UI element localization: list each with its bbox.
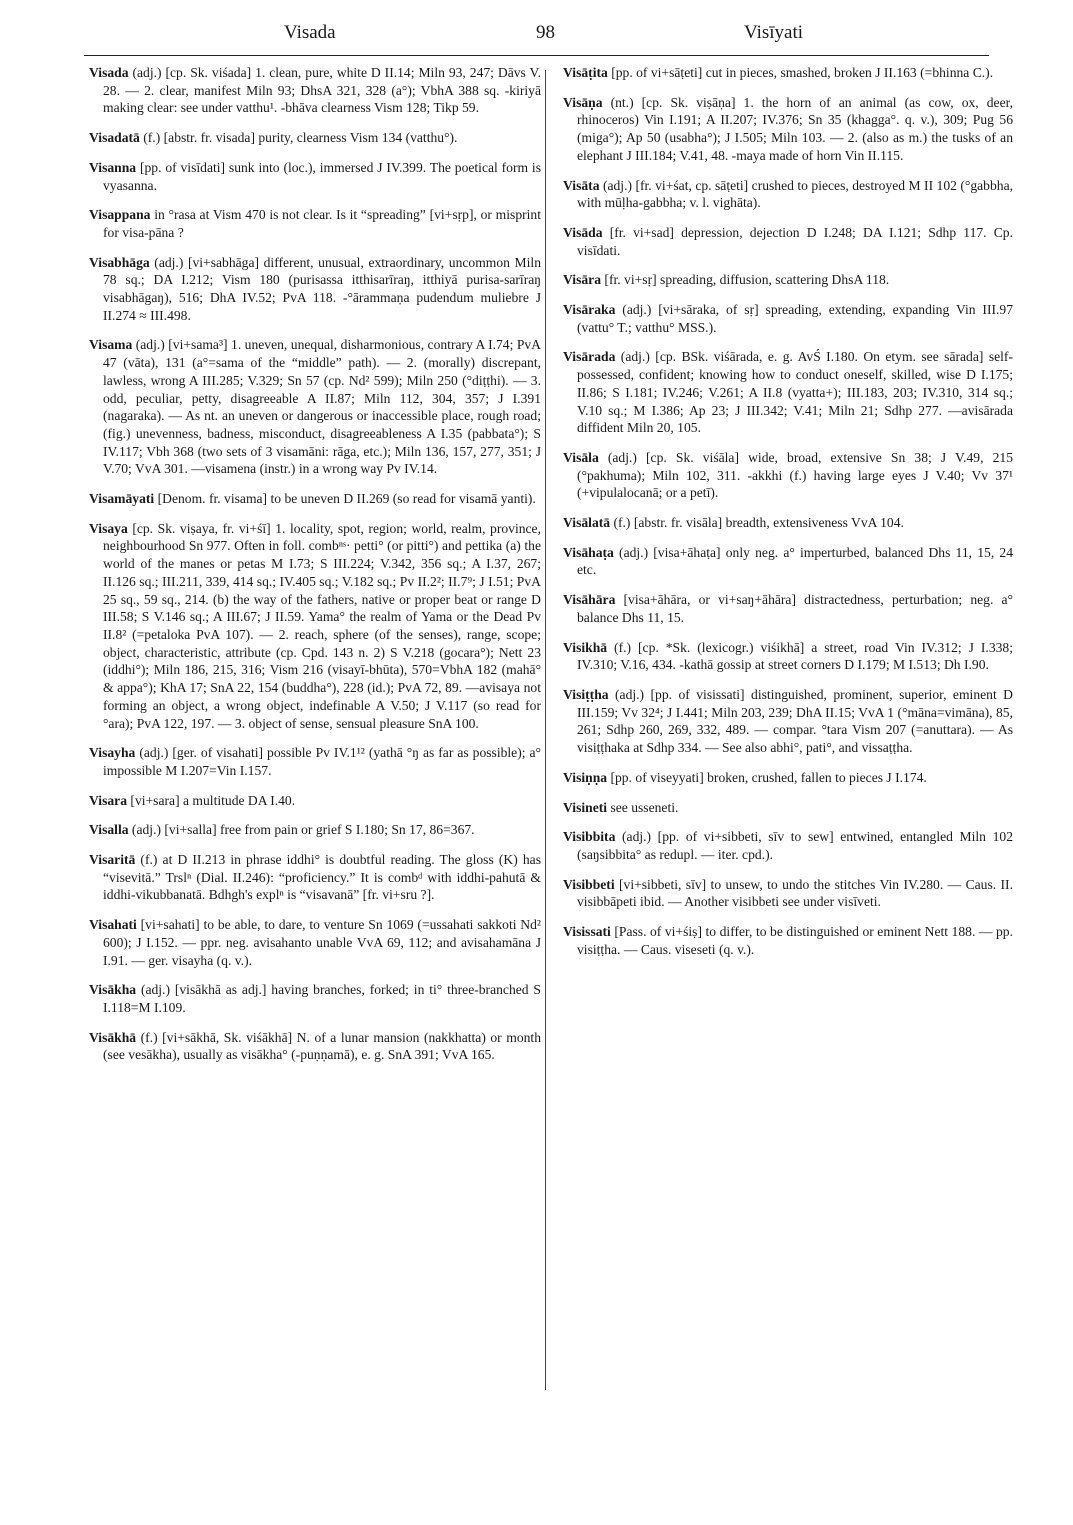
dictionary-entry: [89, 851, 541, 904]
entry-text: (f.) [abstr. fr. visāla] breadth, extensiveness VvA 104.: [610, 515, 904, 531]
headword: Visamāyati: [89, 491, 155, 507]
headword: Visāṭita: [563, 65, 608, 80]
headword: Visibbeti: [563, 876, 615, 892]
headword: Visara: [89, 792, 128, 808]
left-guide-word: Visada: [284, 22, 336, 43]
entry-text: (f.) [abstr. fr. visada] purity, clearness Vism 134 (vatthu°).: [139, 130, 458, 146]
entry-text: [visa+āhāra, or vi+saŋ+āhāra] distractedness, perturbation; neg. a° balance Dhs 11, 15.: [577, 592, 1013, 625]
headword: Visama: [89, 337, 133, 353]
headword: Visibbita: [563, 829, 616, 845]
dictionary-entry: [563, 591, 1013, 626]
entry-text: [fr. vi+sad] depression, dejection D I.248; DA I.121; Sdhp 117. Cp. visīdati.: [577, 224, 1013, 258]
dictionary-entry: [563, 686, 1013, 757]
headword: Visappana: [89, 207, 151, 223]
dictionary-entry: [89, 916, 541, 969]
dictionary-entry: [563, 224, 1013, 259]
entry-text: (adj.) [vi+salla] free from pain or grief S I.180; Sn 17, 86=367.: [128, 822, 475, 838]
column-divider: [545, 70, 546, 1390]
dictionary-entry: [89, 1029, 541, 1064]
dictionary-entry: [563, 923, 1013, 958]
headword: Visissati: [563, 924, 611, 940]
dictionary-entry: [563, 177, 1013, 212]
headword: Visiṭṭha: [563, 686, 609, 702]
headword: Visākha: [89, 982, 137, 998]
headword: Visāla: [563, 449, 599, 465]
headword: Visayha: [89, 745, 136, 761]
entry-text: (adj.) [pp. of vi+sibbeti, sīv to sew] entwined, entangled Miln 102 (saŋsibbita° as redupl. — iter. cpd.).: [577, 829, 1013, 862]
entry-text: [pp. of vi+sāṭeti] cut in pieces, smashed, broken J II.163 (=bhinna C.).: [607, 65, 994, 80]
headword: Visāta: [563, 177, 600, 193]
dictionary-entry: [563, 348, 1013, 437]
right-column: [563, 64, 1013, 970]
headword: Visanna: [89, 159, 137, 175]
dictionary-entry: [89, 981, 541, 1016]
dictionary-entry: [563, 271, 1013, 289]
entry-text: in °rasa at Vism 470 is not clear. Is it “spreading” [vi+sṛp], or misprint for visa-pāna ?: [103, 207, 541, 240]
entry-text: [fr. vi+sṛ] spreading, diffusion, scattering DhsA 118.: [601, 272, 890, 288]
entry-text: (adj.) [ger. of visahati] possible Pv IV.1¹² (yathā °ŋ as far as possible); a° impossible M I.207=Vin I.157.: [103, 745, 541, 778]
entry-text: (adj.) [visākhā as adj.] having branches, forked; in ti° three-branched S I.118=M I.109.: [103, 982, 541, 1015]
dictionary-entry: [563, 94, 1013, 165]
left-column: [89, 64, 541, 1076]
headword: Visāra: [563, 272, 602, 288]
entry-text: [vi+sahati] to be able, to dare, to venture Sn 1069 (=ussahati sakkoti Nd² 600); J I.152. — ppr. neg. avisahanto unable VvA 69, 112; and avisahamāna J I.91. — ger. visayha (q. v.).: [103, 917, 541, 968]
headword: Visaritā: [89, 852, 136, 868]
entry-text: [cp. Sk. viṣaya, fr. vi+śī] 1. locality, spot, region; world, realm, province, neighbourhood Sn 977. Often in foll. combⁿˢ· petti° (or pitti°) and pettika (a) the world of the manes or petas M I.73; S III.224; V.342, 356 sq.; A I.37, 267; II.126 sq.; III.211, 339, 414 sq.; IV.405 sq.; V.182 sq.; Pv II.2²; II.7⁹; J I.51; PvA 25 sq., 59 sq., 214. (b) the way of the fathers, native or proper beat or range D III.58; S V.146 sq.; A III.67; J II.59. Yama° the realm of Yama or the Dead Pv II.8² (=petaloka PvA 107). — 2. reach, sphere (of the senses), range, scope; object, characteristic, attribute (cp. Cpd. 143 n. 2) S V.218 (gocara°); Nett 23 (iddhi°); Miln 186, 215, 316; Vism 216 (visayī-bhūta), 570=VbhA 182 (mahā° & appa°); KhA 17; SnA 22, 154 (buddha°), 228 (id.); PvA 72, 89. —avisaya not forming an object, a wrong object, indefinable A V.50; J V.117 (so read for °ara); PvA 122, 197. — 3. object of sense, sensual pleasure SnA 100.: [103, 520, 541, 731]
headword: Visiṇṇa: [563, 769, 608, 785]
dictionary-entry: [89, 129, 541, 147]
dictionary-entry: [563, 544, 1013, 579]
headword: Visāhāra: [563, 592, 616, 608]
entry-text: (adj.) [cp. Sk. viśada] 1. clean, pure, white D II.14; Miln 93, 247; Dāvs V. 28. — 2. clear, manifest Miln 93; DhsA 321, 328 (a°); VbhA 388 sq. -kiriyā making clear: see under vatthu¹. -bhāva clearness Vism 128; Tikp 59.: [103, 65, 541, 116]
headword: Visāhaṭa: [563, 544, 614, 560]
dictionary-entry: [563, 64, 1013, 82]
dictionary-entry: [563, 301, 1013, 336]
dictionary-entry: [89, 490, 541, 508]
headword: Visaya: [89, 520, 128, 536]
dictionary-entry: [563, 876, 1013, 911]
entry-text: (adj.) [vi+sama³] 1. uneven, unequal, disharmonious, contrary A I.74; PvA 47 (vāta), 131 (a°=sama of the “middle” path). — 2. (morally) discrepant, lawless, wrong A III.285; V.329; Sn 57 (cp. Nd² 599); Miln 250 (°diṭṭhi). — 3. odd, peculiar, petty, disagreeable A II.87; Miln 112, 304, 357; J I.391 (nagaraka). — As nt. an uneven or dangerous or inaccessible place, rough road; (fig.) unevenness, badness, misconduct, disagreeableness A I.35 (pabbata°); S IV.117; Vbh 368 (two sets of 3 visamāni: rāga, etc.); Miln 136, 157, 277, 351; J V.70; VvA 301. —visamena (instr.) in a wrong way Pv IV.14.: [103, 337, 541, 477]
header-rule: [84, 55, 989, 56]
entry-text: [pp. of viseyyati] broken, crushed, fallen to pieces J I.174.: [607, 769, 927, 785]
dictionary-entry: [89, 792, 541, 810]
entry-text: (f.) [cp. *Sk. (lexicogr.) viśikhā] a street, road Vin IV.312; J I.338; IV.310; V.16, 434. -kathā gossip at street corners D I.179; M I.513; Dh I.90.: [577, 639, 1013, 673]
headword: Visada: [89, 65, 129, 80]
headword: Visārada: [563, 349, 616, 365]
entry-text: (adj.) [cp. BSk. viśārada, e. g. AvŚ I.180. On etym. see sārada] self-possessed, confident; knowing how to conduct oneself, skilled, wise D I.175; II.86; S I.181; IV.246; V.261; A II.8 (vyatta+); III.183, 203; IV.310, 314 sq.; V.10 sq.; M I.386; Ap 23; J III.342; V.41; Miln 21; Sdhp 277. —avisārada diffident Miln 20, 105.: [577, 349, 1013, 436]
entry-text: [pp. of visīdati] sunk into (loc.), immersed J IV.399. The poetical form is vyasanna.: [103, 159, 541, 193]
entry-text: (f.) [vi+sākhā, Sk. viśākhā] N. of a lunar mansion (nakkhatta) or month (see vesākha), usually as visākha° (-puṇṇamā), e. g. SnA 391; VvA 165.: [103, 1029, 541, 1063]
dictionary-entry: [563, 514, 1013, 532]
entry-text: [vi+sibbeti, sīv] to unsew, to undo the stitches Vin IV.280. — Caus. II. visibbāpeti ibid. — Another visibbeti see under visīveti.: [577, 876, 1013, 910]
entry-text: (adj.) [pp. of visissati] distinguished, prominent, superior, eminent D III.159; Vv 32⁴; J I.441; Miln 203, 239; DhA II.15; VvA 1 (°māna=vimāna), 85, 261; Sdhp 260, 269, 332, 489. — compar. °tara Vism 207 (=anuttara). — As visiṭṭhaka at Sdhp 334. — See also abhi°, pati°, and vissaṭṭha.: [577, 686, 1013, 756]
headword: Visadatā: [89, 130, 140, 146]
dictionary-entry: [89, 206, 541, 241]
dictionary-entry: [89, 64, 541, 117]
dictionary-entry: [563, 639, 1013, 674]
dictionary-entry: [563, 799, 1013, 817]
entry-text: [Pass. of vi+śiṣ] to differ, to be distinguished or eminent Nett 188. — pp. visiṭṭha. — Caus. viseseti (q. v.).: [577, 924, 1013, 957]
headword: Visahati: [89, 917, 137, 933]
entry-text: (f.) at D II.213 in phrase iddhi° is doubtful reading. The gloss (K) has “visevitā.” Trslⁿ (Dial. II.246): “proficiency.” It is combᵈ with iddhi-pahutā & iddhi-vikubbanatā. Bdhgh's explⁿ is “visavanā” [fr. vi+sru ?].: [103, 852, 541, 903]
headword: Visālatā: [563, 515, 611, 531]
headword: Visāda: [563, 224, 603, 240]
entry-text: (adj.) [vi+sāraka, of sṛ] spreading, extending, expanding Vin III.97 (vattu° T.; vatthu° MSS.).: [577, 302, 1013, 335]
headword: Visākhā: [89, 1029, 137, 1045]
entry-text: (adj.) [visa+āhaṭa] only neg. a° imperturbed, balanced Dhs 11, 15, 24 etc.: [577, 544, 1013, 578]
dictionary-entry: [89, 254, 541, 325]
dictionary-entry: [89, 821, 541, 839]
entry-text: see usseneti.: [607, 799, 679, 815]
page-header: [84, 22, 984, 52]
entry-text: (adj.) [fr. vi+śat, cp. sāṭeti] crushed to pieces, destroyed M II 102 (°gabbha, with mūḷha-gabbha; v. l. vighāta).: [577, 177, 1013, 211]
entry-text: (nt.) [cp. Sk. viṣāṇa] 1. the horn of an animal (as cow, ox, deer, rhinoceros) Vin I.191; A II.207; IV.376; Sn 35 (khagga°. q. v.), 309; Pug 56 (miga°); Ap 50 (usabha°); J I.505; Miln 103. — 2. (also as m.) the tusks of an elephant J III.184; V.41, 48. -maya made of horn Vin II.115.: [577, 94, 1013, 163]
dictionary-entry: [563, 449, 1013, 502]
entry-text: (adj.) [cp. Sk. viśāla] wide, broad, extensive Sn 38; J V.49, 215 (°pakhuma); Miln 102, 311. -akkhi (f.) having large eyes J V.40; Vv 37¹ (+vipulalocanā; or a petī).: [577, 449, 1013, 501]
headword: Visineti: [563, 799, 608, 815]
dictionary-entry: [563, 769, 1013, 787]
dictionary-entry: [89, 159, 541, 194]
dictionary-entry: [89, 336, 541, 478]
headword: Visāraka: [563, 302, 616, 318]
headword: Visāṇa: [563, 94, 603, 110]
dictionary-entry: [89, 744, 541, 779]
headword: Visalla: [89, 822, 129, 838]
dictionary-entry: [89, 520, 541, 732]
dictionary-entry: [563, 828, 1013, 863]
right-guide-word: Visīyati: [744, 22, 804, 43]
entry-text: [vi+sara] a multitude DA I.40.: [127, 792, 296, 808]
page-number: 98: [536, 22, 555, 43]
headword: Visikhā: [563, 639, 608, 655]
headword: Visabhāga: [89, 254, 150, 270]
entry-text: (adj.) [vi+sabhāga] different, unusual, extraordinary, uncommon Miln 78 sq.; DA I.212; Vism 180 (purisassa itthisarīraŋ, itthiyā purisa-sarīraŋ visabhāgaŋ), 516; DhA IV.52; PvA 118. -°ārammaṇa pudendum muliebre J II.274 ≈ III.498.: [103, 254, 541, 323]
entry-text: [Denom. fr. visama] to be uneven D II.269 (so read for visamā yanti).: [154, 491, 536, 507]
